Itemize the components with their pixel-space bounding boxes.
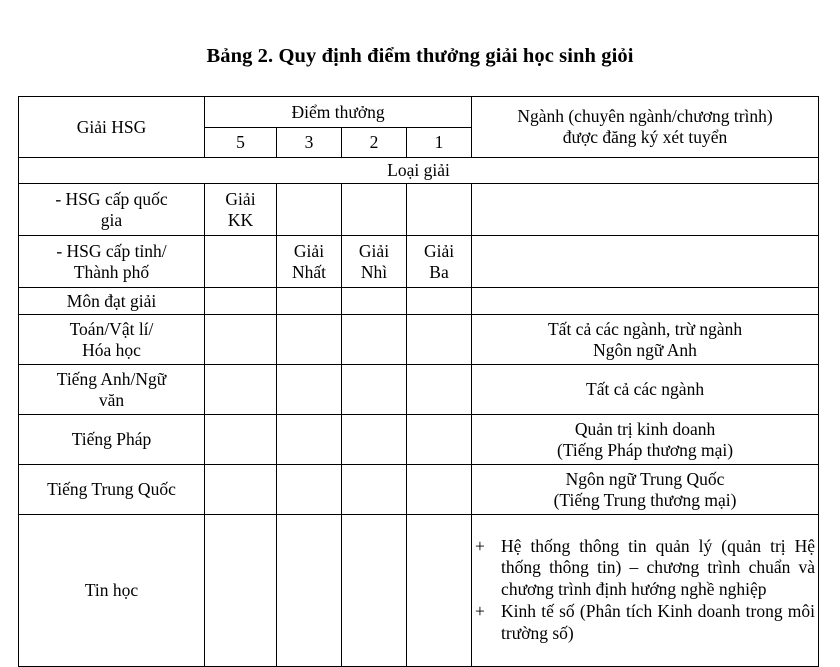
header-point-1: 1 xyxy=(407,128,472,158)
cell-quocgia-p2 xyxy=(342,184,407,236)
row-label-line1: Tiếng Anh/Ngữ xyxy=(56,368,167,389)
award-points-table xyxy=(18,96,819,667)
header-point-5: 5 xyxy=(205,128,277,158)
row-label-toan-vatli-hoahoc xyxy=(19,315,205,365)
cell-captinh-p1-line2: Ba xyxy=(429,261,449,282)
table-row-hsg-quoc-gia xyxy=(19,184,819,236)
table-header-row-top xyxy=(19,97,819,128)
cell-phap-p2 xyxy=(342,415,407,465)
cell-quocgia-p5-line2: KK xyxy=(227,209,254,230)
cell-captinh-p2 xyxy=(342,236,407,288)
cell-phap-nganh-line2: (Tiếng Pháp thương mại) xyxy=(557,439,734,460)
cell-tinhoc-p5 xyxy=(205,515,277,667)
cell-toan-nganh-line1: Tất cả các ngành, trừ ngành xyxy=(547,318,743,339)
cell-trung-nganh-line1: Ngôn ngữ Trung Quốc xyxy=(565,468,725,489)
cell-toan-p2 xyxy=(342,315,407,365)
table-row-hsg-cap-tinh xyxy=(19,236,819,288)
cell-captinh-p3-line1: Giải xyxy=(293,240,325,261)
table-row-tieng-phap xyxy=(19,415,819,465)
bullet-text: Hệ thống thông tin quản lý (quản trị Hệ thống thông tin) – chương trình chuẩn và chương trình định hướng nghề nghiệp xyxy=(501,536,816,599)
list-item xyxy=(475,601,815,644)
cell-trung-p1 xyxy=(407,465,472,515)
header-nganh-line2: được đăng ký xét tuyển xyxy=(562,127,728,147)
bullet-text: Kinh tế số (Phân tích Kinh doanh trong môi trường số) xyxy=(501,601,816,643)
header-point-2: 2 xyxy=(342,128,407,158)
row-label-line1: - HSG cấp quốc xyxy=(55,188,168,209)
bullet-marker: + xyxy=(475,601,485,622)
section-mon-p1 xyxy=(407,288,472,315)
section-row-loai-giai xyxy=(19,158,819,184)
header-nganh xyxy=(472,97,819,158)
row-label-hsg-quoc-gia xyxy=(19,184,205,236)
row-label-tin-hoc: Tin học xyxy=(19,515,205,667)
cell-toan-nganh-line2: Ngôn ngữ Anh xyxy=(593,339,697,360)
header-point-3: 3 xyxy=(277,128,342,158)
cell-tinhoc-nganh xyxy=(472,515,819,667)
table-row-toan-vatli-hoahoc xyxy=(19,315,819,365)
cell-quocgia-p5 xyxy=(205,184,277,236)
cell-toan-p3 xyxy=(277,315,342,365)
section-mon-p3 xyxy=(277,288,342,315)
cell-anh-p2 xyxy=(342,365,407,415)
list-item xyxy=(475,536,815,600)
cell-toan-nganh xyxy=(472,315,819,365)
cell-trung-p3 xyxy=(277,465,342,515)
row-label-hsg-cap-tinh xyxy=(19,236,205,288)
table-row-tin-hoc xyxy=(19,515,819,667)
section-mon-nganh xyxy=(472,288,819,315)
row-label-line2: gia xyxy=(100,209,123,230)
cell-trung-p2 xyxy=(342,465,407,515)
header-nganh-line1: Ngành (chuyên ngành/chương trình) xyxy=(517,106,773,127)
cell-tinhoc-p2 xyxy=(342,515,407,667)
cell-trung-nganh xyxy=(472,465,819,515)
cell-phap-p3 xyxy=(277,415,342,465)
table-container xyxy=(18,96,818,667)
cell-trung-p5 xyxy=(205,465,277,515)
cell-captinh-p3-line2: Nhất xyxy=(291,261,327,282)
cell-captinh-p3 xyxy=(277,236,342,288)
cell-captinh-p1 xyxy=(407,236,472,288)
cell-toan-p5 xyxy=(205,315,277,365)
cell-quocgia-p1 xyxy=(407,184,472,236)
section-label-loai-giai: Loại giải xyxy=(19,158,819,184)
cell-captinh-p2-line1: Giải xyxy=(358,240,390,261)
cell-captinh-nganh xyxy=(472,236,819,288)
row-label-line2: Hóa học xyxy=(82,339,141,360)
cell-trung-nganh-line2: (Tiếng Trung thương mại) xyxy=(553,489,737,510)
row-label-line1: Toán/Vật lí/ xyxy=(69,318,154,339)
cell-phap-p5 xyxy=(205,415,277,465)
section-label-mon-dat-giai: Môn đạt giải xyxy=(19,288,205,315)
table-row-tienganh-nguvan xyxy=(19,365,819,415)
section-mon-p2 xyxy=(342,288,407,315)
cell-captinh-p5 xyxy=(205,236,277,288)
cell-toan-p1 xyxy=(407,315,472,365)
cell-anh-nganh: Tất cả các ngành xyxy=(472,365,819,415)
cell-phap-nganh-line1: Quản trị kinh doanh xyxy=(574,418,716,439)
row-label-line2: văn xyxy=(98,389,125,410)
row-label-line1: - HSG cấp tỉnh/ xyxy=(56,240,167,261)
cell-anh-p3 xyxy=(277,365,342,415)
cell-tinhoc-p1 xyxy=(407,515,472,667)
cell-anh-p1 xyxy=(407,365,472,415)
table-row-tieng-trung-quoc xyxy=(19,465,819,515)
header-diem-thuong: Điểm thưởng xyxy=(205,97,472,128)
cell-quocgia-p5-line1: Giải xyxy=(225,188,256,209)
cell-phap-nganh xyxy=(472,415,819,465)
row-label-tieng-trung-quoc: Tiếng Trung Quốc xyxy=(19,465,205,515)
cell-anh-p5 xyxy=(205,365,277,415)
cell-phap-p1 xyxy=(407,415,472,465)
cell-quocgia-nganh xyxy=(472,184,819,236)
row-label-tieng-phap: Tiếng Pháp xyxy=(19,415,205,465)
section-row-mon-dat-giai xyxy=(19,288,819,315)
header-giai-hsg: Giải HSG xyxy=(19,97,205,158)
cell-tinhoc-p3 xyxy=(277,515,342,667)
page-title: Bảng 2. Quy định điểm thưởng giải học sinh giỏi xyxy=(206,45,634,67)
cell-quocgia-p3 xyxy=(277,184,342,236)
cell-captinh-p2-line2: Nhì xyxy=(360,261,388,282)
bullet-marker: + xyxy=(475,536,485,557)
section-mon-p5 xyxy=(205,288,277,315)
cell-captinh-p1-line1: Giải xyxy=(423,240,455,261)
row-label-tienganh-nguvan xyxy=(19,365,205,415)
row-label-line2: Thành phố xyxy=(73,261,150,282)
